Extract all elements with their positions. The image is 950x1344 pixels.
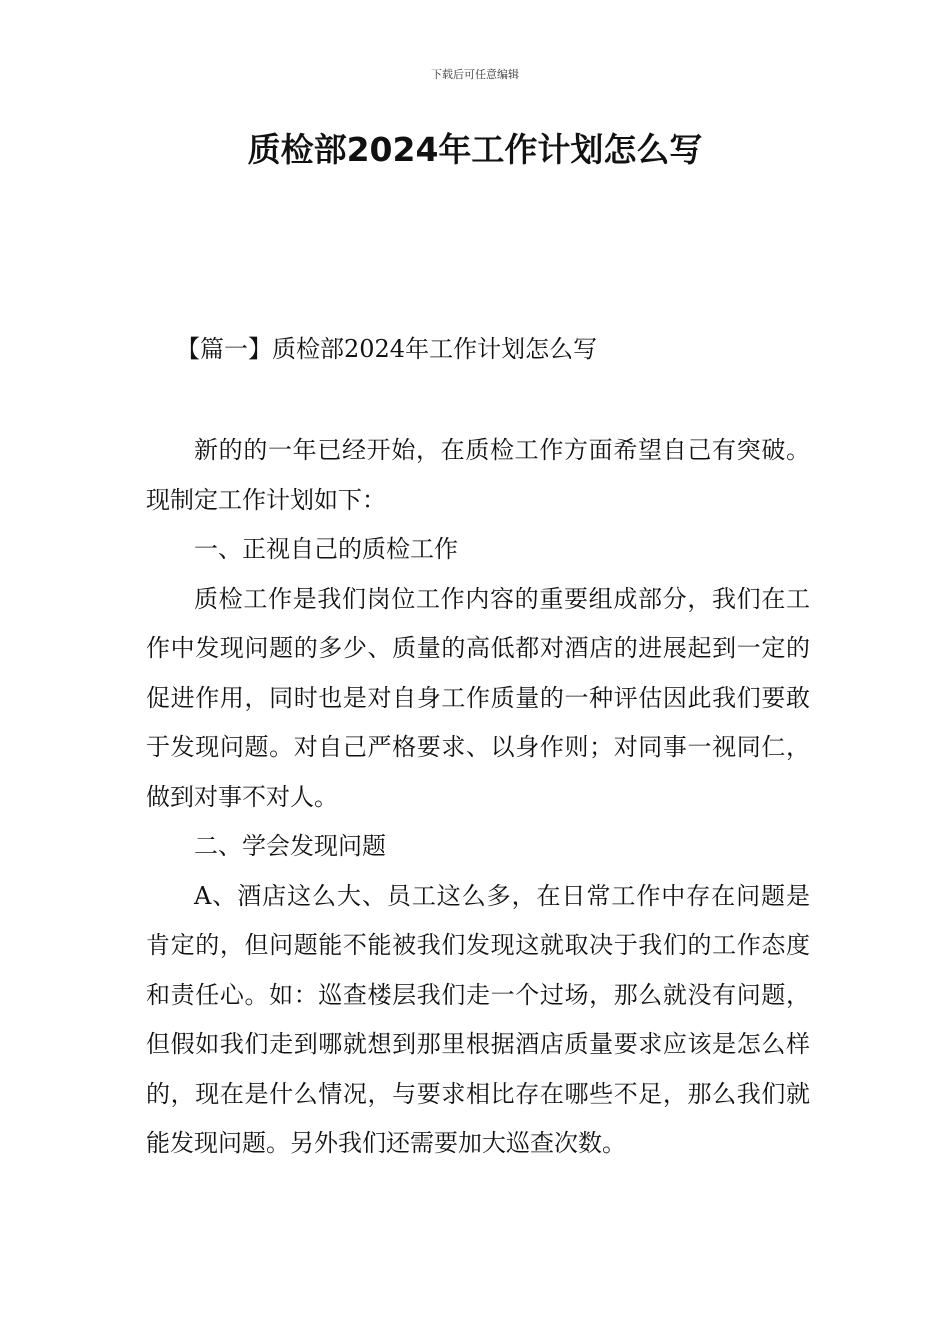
paragraph-quality-work: 质检工作是我们岗位工作内容的重要组成部分，我们在工作中发现问题的多少、质量的高低都对酒店的进展起到一定的促进作用，同时也是对自身工作质量的一种评估因此我们要敢于发现问题。对自己严格要求、以身作则；对同事一视同仁，做到对事不对人。 (146, 584, 810, 811)
paragraph-intro: 新的的一年已经开始，在质检工作方面希望自己有突破。现制定工作计划如下： (146, 436, 810, 514)
document-title: 质检部2024年工作计划怎么写 (247, 130, 703, 169)
header-note: 下载后可任意编辑 (431, 68, 519, 81)
heading-one: 一、正视自己的质检工作 (194, 535, 458, 563)
document-body (146, 426, 810, 1169)
section-heading: 【篇一】质检部2024年工作计划怎么写 (176, 335, 598, 363)
heading-two: 二、学会发现问题 (194, 832, 386, 860)
paragraph-find-problems: A、酒店这么大、员工这么多，在日常工作中存在问题是肯定的，但问题能不能被我们发现这就取决于我们的工作态度和责任心。如：巡查楼层我们走一个过场，那么就没有问题，但假如我们走到哪就想到那里根据酒店质量要求应该是怎么样的，现在是什么情况，与要求相比存在哪些不足，那么我们就能发现问题。另外我们还需要加大巡查次数。 (146, 881, 810, 1157)
